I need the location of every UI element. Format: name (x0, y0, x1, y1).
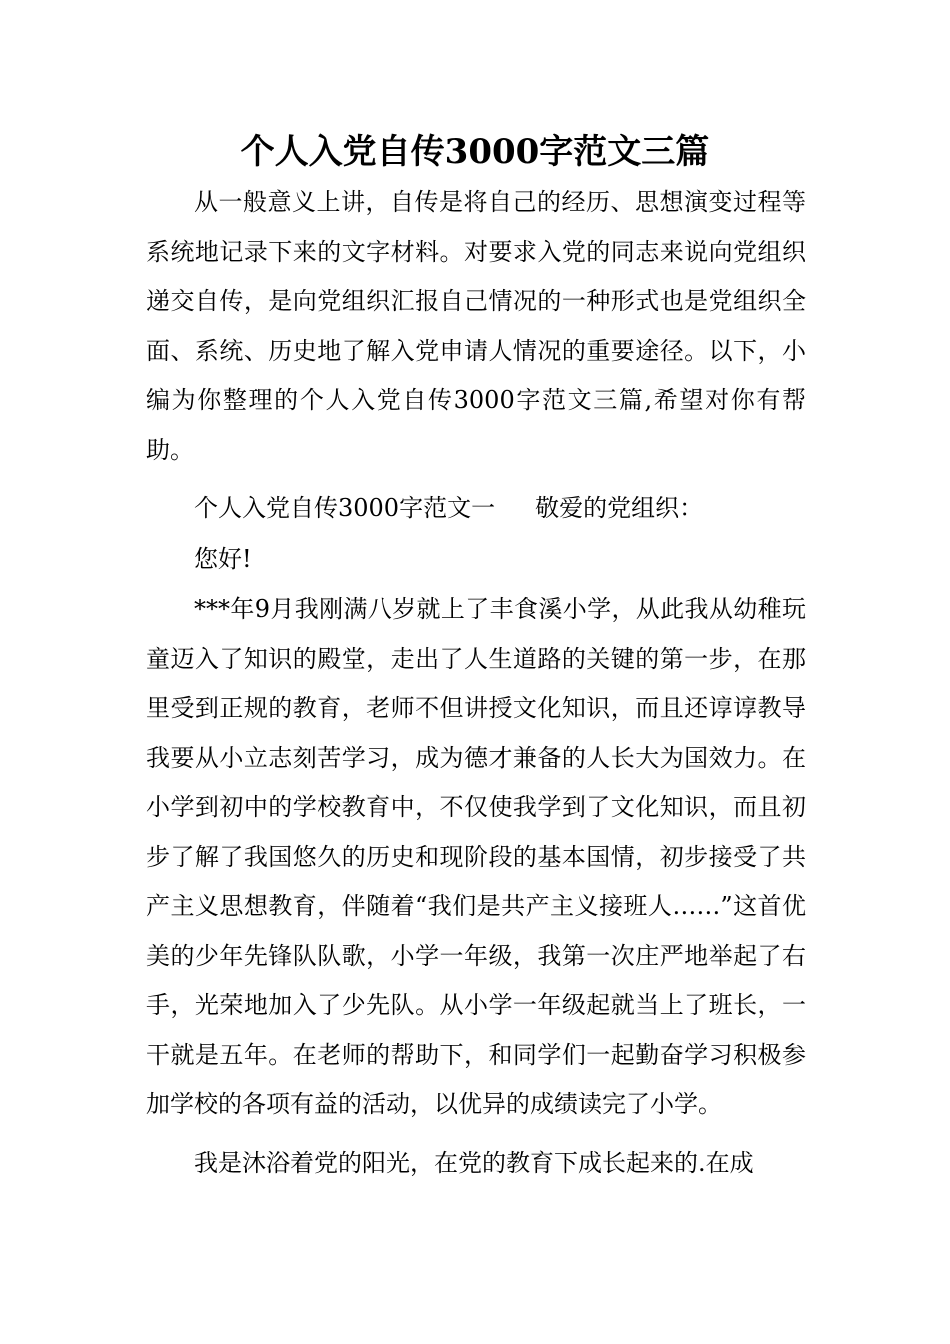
body-paragraph-1: ***年9月我刚满八岁就上了丰食溪小学，从此我从幼稚玩童迈入了知识的殿堂，走出了人生道路的关键的第一步，在那里受到正规的教育，老师不但讲授文化知识，而且还谆谆教导我要从小立志刻苦学习，成为德才兼备的人长大为国效力。在小学到初中的学校教育中，不仅使我学到了文化知识，而且初步了解了我国悠久的历史和现阶段的基本国情，初步接受了共产主义思想教育，伴随着“我们是共产主义接班人……”这首优美的少年先锋队队歌，小学一年级，我第一次庄严地举起了右手，光荣地加入了少先队。从小学一年级起就当上了班长，一干就是五年。在老师的帮助下，和同学们一起勤奋学习积极参加学校的各项有益的活动，以优异的成绩读完了小学。 (146, 595, 806, 1118)
greeting: 您好! (194, 544, 252, 573)
section-heading-line (146, 484, 806, 534)
intro-paragraph: 从一般意义上讲，自传是将自己的经历、思想演变过程等系统地记录下来的文字材料。对要求入党的同志来说向党组织递交自传，是向党组织汇报自己情况的一种形式也是党组织全面、系统、历史地了解入党申请人情况的重要途径。以下，小编为你整理的个人入党自传3000字范文三篇,希望对你有帮助。 (146, 188, 806, 464)
document-title: 个人入党自传3000字范文三篇 (240, 132, 710, 172)
body-paragraph-2: 我是沐浴着党的阳光，在党的教育下成长起来的.在成 (194, 1148, 754, 1177)
section-heading: 个人入党自传3000字范文一 (194, 494, 496, 522)
document-body (146, 178, 806, 1197)
salutation: 敬爱的党组织： (535, 494, 704, 522)
